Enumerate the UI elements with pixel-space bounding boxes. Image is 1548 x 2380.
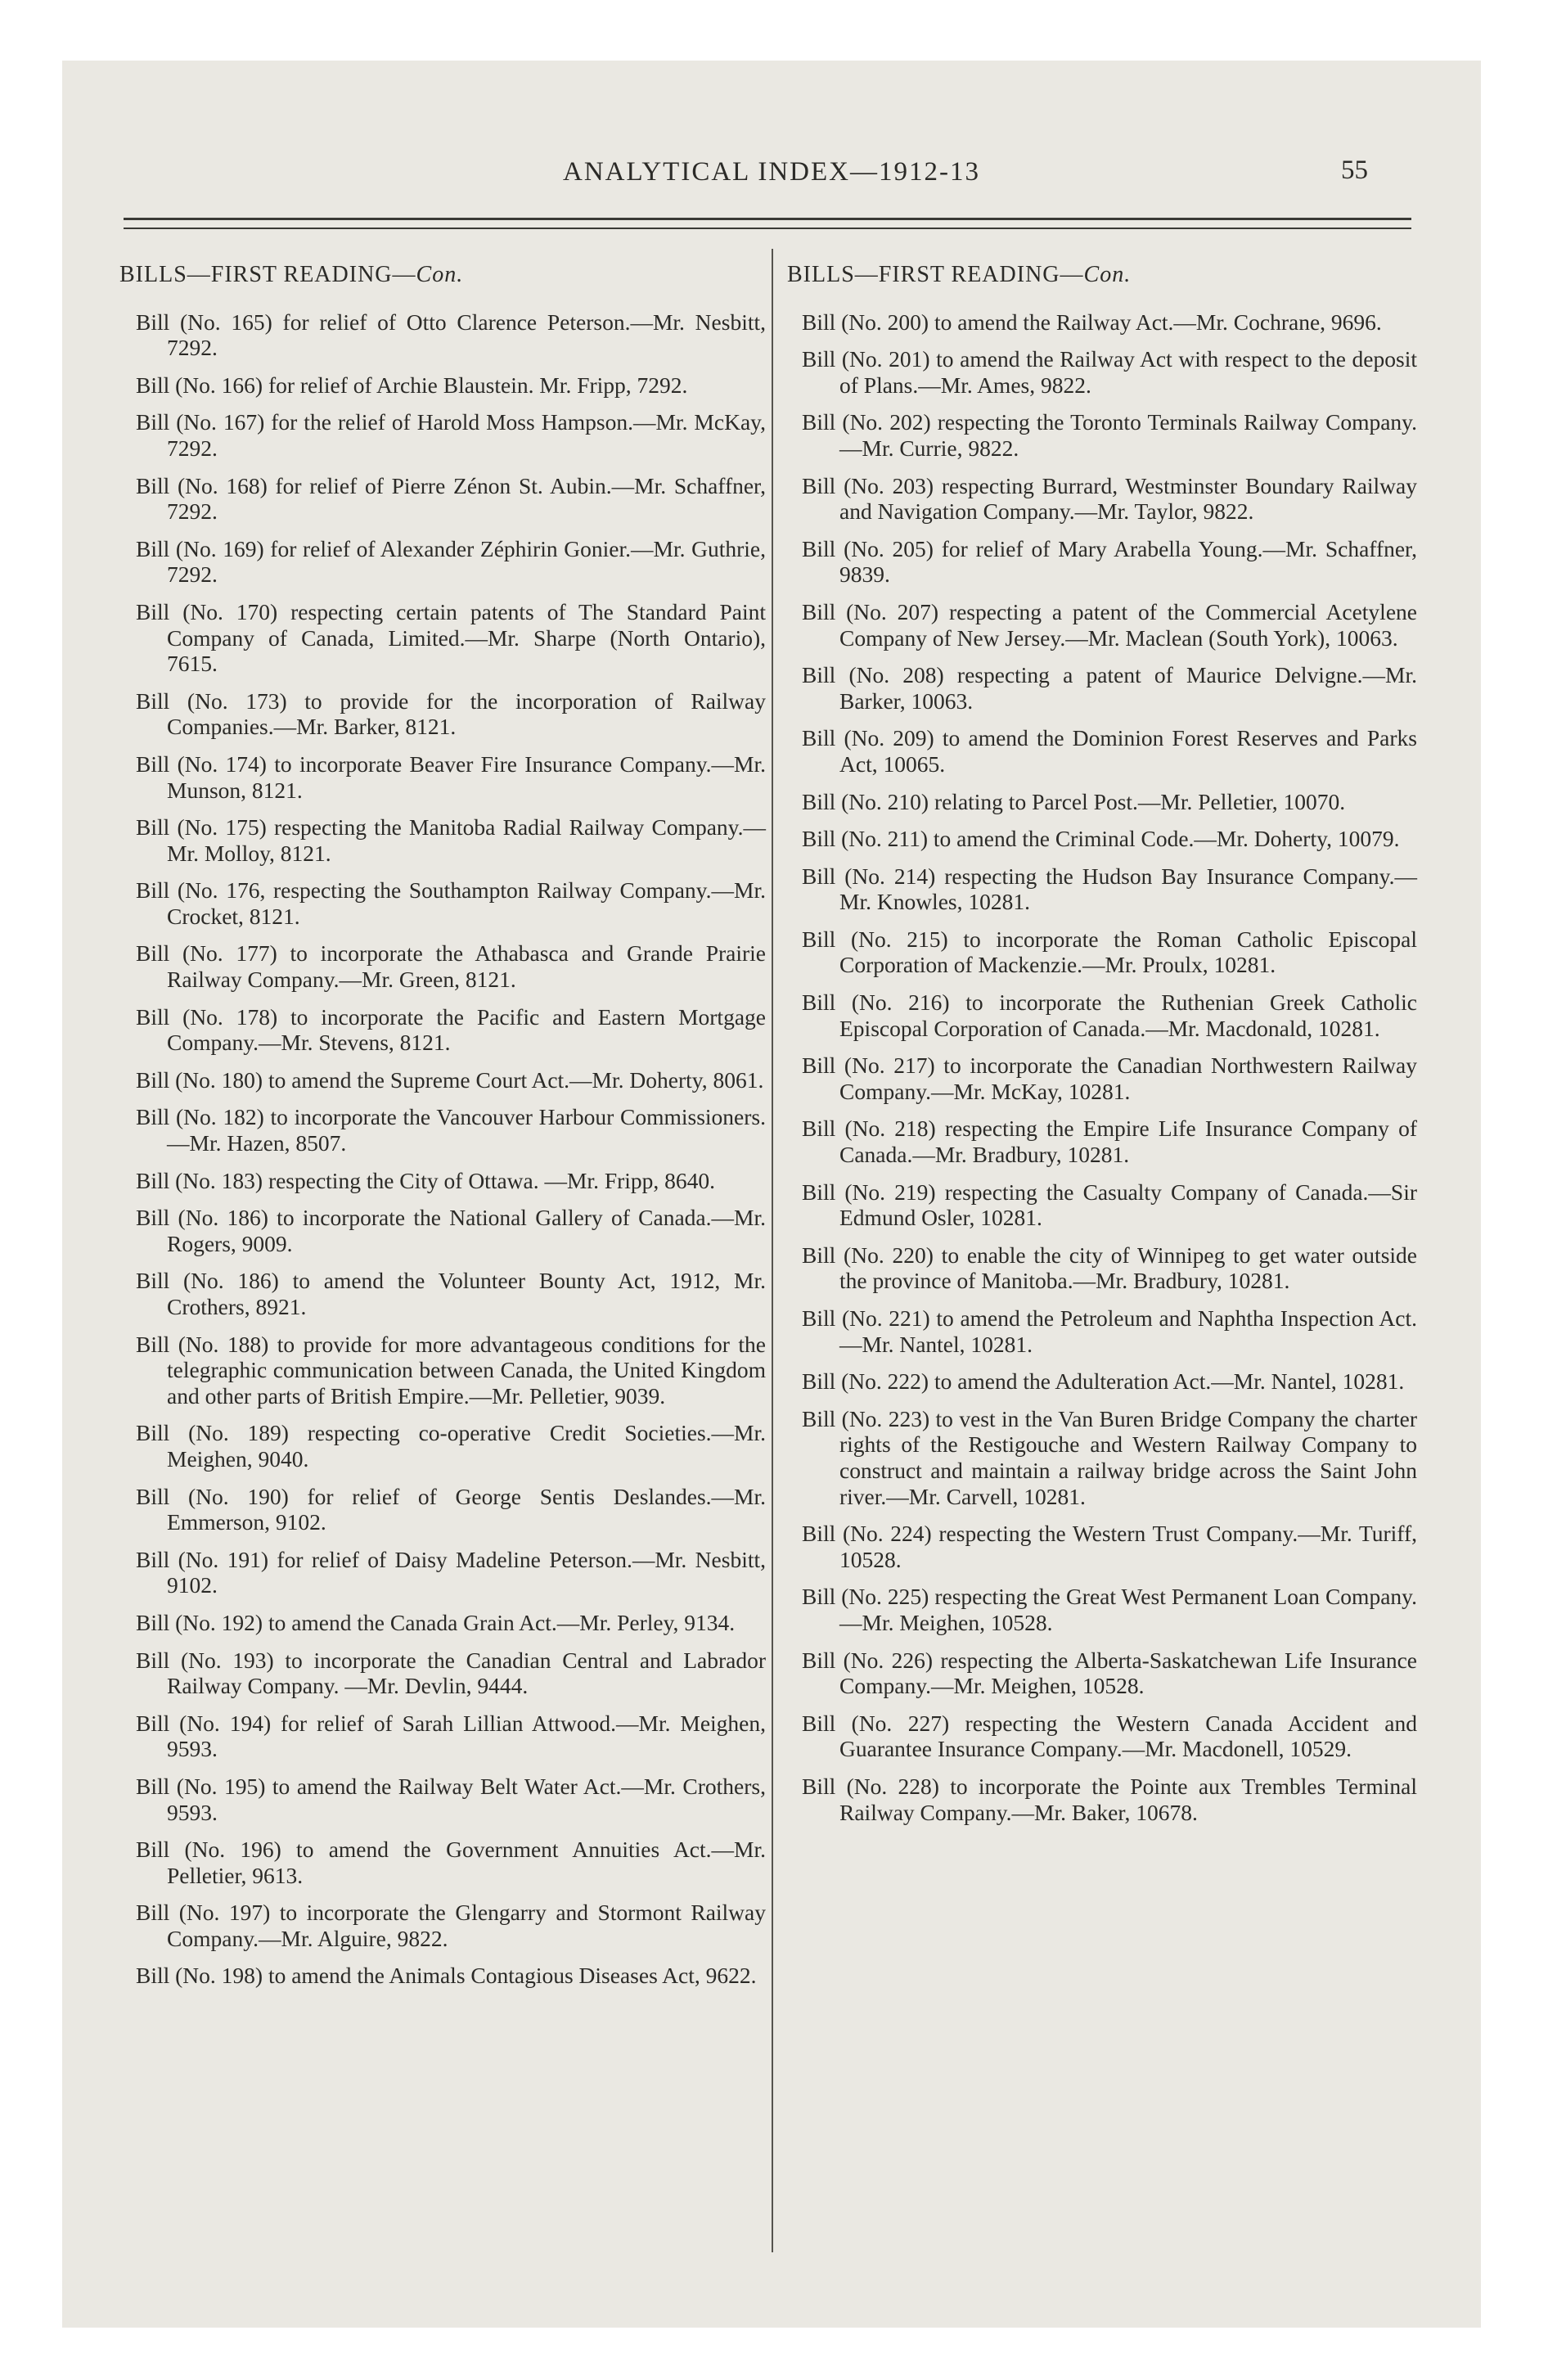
- index-entry: Bill (No. 166) for relief of Archie Blaustein. Mr. Fripp, 7292.: [136, 372, 688, 398]
- index-entry: Bill (No. 190) for relief of George Sentis Deslandes.—Mr. Emmerson, 9102.: [136, 1483, 766, 1535]
- left-heading-text: BILLS—FIRST READING—: [119, 262, 416, 287]
- index-entry: Bill (No. 209) to amend the Dominion Forest Reserves and Parks Act, 10065.: [802, 725, 1417, 777]
- index-entry: Bill (No. 169) for relief of Alexander Zéphirin Gonier.—Mr. Guthrie, 7292.: [136, 535, 766, 588]
- document-page: [62, 61, 1481, 2328]
- index-entry: Bill (No. 194) for relief of Sarah Lillian Attwood.—Mr. Meighen, 9593.: [136, 1710, 766, 1762]
- index-entry: Bill (No. 201) to amend the Railway Act with respect to the deposit of Plans.—Mr. Ames, 9822.: [802, 346, 1417, 398]
- index-entry: Bill (No. 167) for the relief of Harold Moss Hampson.—Mr. McKay, 7292.: [136, 409, 766, 461]
- right-column: [787, 262, 1417, 1837]
- column-divider: [772, 249, 773, 2252]
- index-entry: Bill (No. 177) to incorporate the Athabasca and Grande Prairie Railway Company.—Mr. Green, 8121.: [136, 940, 766, 993]
- index-entry: Bill (No. 225) respecting the Great West Permanent Loan Company.—Mr. Meighen, 10528.: [802, 1584, 1417, 1635]
- index-entry: Bill (No. 183) respecting the City of Ottawa. —Mr. Fripp, 8640.: [136, 1167, 716, 1193]
- index-entry: Bill (No. 174) to incorporate Beaver Fire Insurance Company.—Mr. Munson, 8121.: [136, 751, 766, 803]
- index-entry: Bill (No. 223) to vest in the Van Buren Bridge Company the charter rights of the Restigouche and Western Railway Company to construct and maintain a railway bridge across the Saint John river.—Mr. Carvell, 10281.: [802, 1405, 1417, 1509]
- index-entry: Bill (No. 165) for relief of Otto Clarence Peterson.—Mr. Nesbitt, 7292.: [136, 309, 766, 361]
- index-entry: Bill (No. 216) to incorporate the Ruthenian Greek Catholic Episcopal Corporation of Canada.—Mr. Macdonald, 10281.: [802, 989, 1417, 1041]
- index-entry: Bill (No. 180) to amend the Supreme Court Act.—Mr. Doherty, 8061.: [136, 1066, 764, 1093]
- index-entry: Bill (No. 226) respecting the Alberta-Saskatchewan Life Insurance Company.—Mr. Meighen, 10528.: [802, 1647, 1417, 1699]
- index-entry: Bill (No. 196) to amend the Government Annuities Act.—Mr. Pelletier, 9613.: [136, 1837, 766, 1888]
- index-entry: Bill (No. 192) to amend the Canada Grain Act.—Mr. Perley, 9134.: [136, 1609, 736, 1635]
- index-entry: Bill (No. 197) to incorporate the Glengarry and Stormont Railway Company.—Mr. Alguire, 9822.: [136, 1900, 766, 1951]
- header-rule-bottom: [124, 228, 1411, 229]
- index-entry: Bill (No. 220) to enable the city of Winnipeg to get water outside the province of Manitoba.—Mr. Bradbury, 10281.: [802, 1242, 1417, 1294]
- page-number: 55: [1341, 156, 1368, 185]
- index-entry: Bill (No. 210) relating to Parcel Post.—Mr. Pelletier, 10070.: [802, 788, 1346, 814]
- index-entry: Bill (No. 219) respecting the Casualty Company of Canada.—Sir Edmund Osler, 10281.: [802, 1179, 1417, 1231]
- index-entry: Bill (No. 221) to amend the Petroleum and Naphtha Inspection Act.—Mr. Nantel, 10281.: [802, 1305, 1417, 1357]
- index-entry: Bill (No. 228) to incorporate the Pointe aux Trembles Terminal Railway Company.—Mr. Baker, 10678.: [802, 1773, 1417, 1825]
- index-entry: Bill (No. 214) respecting the Hudson Bay Insurance Company.—Mr. Knowles, 10281.: [802, 863, 1417, 915]
- index-entry: Bill (No. 191) for relief of Daisy Madeline Peterson.—Mr. Nesbitt, 9102.: [136, 1546, 766, 1598]
- index-entry: Bill (No. 186) to amend the Volunteer Bounty Act, 1912, Mr. Crothers, 8921.: [136, 1268, 766, 1319]
- index-entry: Bill (No. 207) respecting a patent of the Commercial Acetylene Company of New Jersey.—Mr. Maclean (South York), 10063.: [802, 598, 1417, 651]
- left-heading-suffix: Con.: [416, 262, 464, 287]
- index-entry: Bill (No. 203) respecting Burrard, Westminster Boundary Railway and Navigation Company.—Mr. Taylor, 9822.: [802, 472, 1417, 525]
- index-entry: Bill (No. 170) respecting certain patents of The Standard Paint Company of Canada, Limited.—Mr. Sharpe (North Ontario), 7615.: [136, 598, 766, 677]
- right-column-heading: [787, 262, 1417, 288]
- index-entry: Bill (No. 188) to provide for more advantageous conditions for the telegraphic communication between Canada, the United Kingdom and other parts of British Empire.—Mr. Pelletier, 9039.: [136, 1331, 766, 1409]
- index-entry: Bill (No. 211) to amend the Criminal Code.—Mr. Doherty, 10079.: [802, 826, 1400, 852]
- index-entry: Bill (No. 198) to amend the Animals Contagious Diseases Act, 9622.: [136, 1963, 757, 1989]
- index-entry: Bill (No. 173) to provide for the incorporation of Railway Companies.—Mr. Barker, 8121.: [136, 687, 766, 740]
- index-entry: Bill (No. 218) respecting the Empire Life Insurance Company of Canada.—Mr. Bradbury, 10281.: [802, 1116, 1417, 1168]
- right-heading-suffix: Con.: [1083, 262, 1132, 287]
- index-entry: Bill (No. 205) for relief of Mary Arabella Young.—Mr. Schaffner, 9839.: [802, 535, 1417, 588]
- index-entry: Bill (No. 176, respecting the Southampton Railway Company.—Mr. Crocket, 8121.: [136, 877, 766, 929]
- index-entry: Bill (No. 175) respecting the Manitoba Radial Railway Company.—Mr. Molloy, 8121.: [136, 814, 766, 866]
- right-heading-text: BILLS—FIRST READING—: [787, 262, 1084, 287]
- index-entry: Bill (No. 182) to incorporate the Vancouver Harbour Commissioners.—Mr. Hazen, 8507.: [136, 1104, 766, 1156]
- index-entry: Bill (No. 193) to incorporate the Canadian Central and Labrador Railway Company. —Mr. Devlin, 9444.: [136, 1647, 766, 1699]
- index-entry: Bill (No. 195) to amend the Railway Belt Water Act.—Mr. Crothers, 9593.: [136, 1773, 766, 1825]
- running-header-title: ANALYTICAL INDEX—1912-13: [563, 157, 980, 187]
- index-entry: Bill (No. 200) to amend the Railway Act.—Mr. Cochrane, 9696.: [802, 309, 1382, 335]
- index-entry: Bill (No. 189) respecting co-operative Credit Societies.—Mr. Meighen, 9040.: [136, 1420, 766, 1472]
- index-entry: Bill (No. 202) respecting the Toronto Terminals Railway Company.—Mr. Currie, 9822.: [802, 409, 1417, 461]
- left-column-heading: [119, 262, 766, 288]
- index-entry: Bill (No. 215) to incorporate the Roman Catholic Episcopal Corporation of Mackenzie.—Mr. Proulx, 10281.: [802, 926, 1417, 978]
- index-entry: Bill (No. 168) for relief of Pierre Zénon St. Aubin.—Mr. Schaffner, 7292.: [136, 472, 766, 525]
- index-entry: Bill (No. 208) respecting a patent of Maurice Delvigne.—Mr. Barker, 10063.: [802, 662, 1417, 714]
- index-entry: Bill (No. 186) to incorporate the National Gallery of Canada.—Mr. Rogers, 9009.: [136, 1205, 766, 1256]
- index-entry: Bill (No. 227) respecting the Western Canada Accident and Guarantee Insurance Company.—Mr. Macdonell, 10529.: [802, 1710, 1417, 1762]
- index-entry: Bill (No. 224) respecting the Western Trust Company.—Mr. Turiff, 10528.: [802, 1521, 1417, 1572]
- index-entry: Bill (No. 217) to incorporate the Canadian Northwestern Railway Company.—Mr. McKay, 10281.: [802, 1053, 1417, 1104]
- header-rule-top: [124, 218, 1411, 220]
- index-entry: Bill (No. 178) to incorporate the Pacific and Eastern Mortgage Company.—Mr. Stevens, 8121.: [136, 1003, 766, 1056]
- left-column: [119, 262, 766, 2000]
- index-entry: Bill (No. 222) to amend the Adulteration Act.—Mr. Nantel, 10281.: [802, 1368, 1405, 1395]
